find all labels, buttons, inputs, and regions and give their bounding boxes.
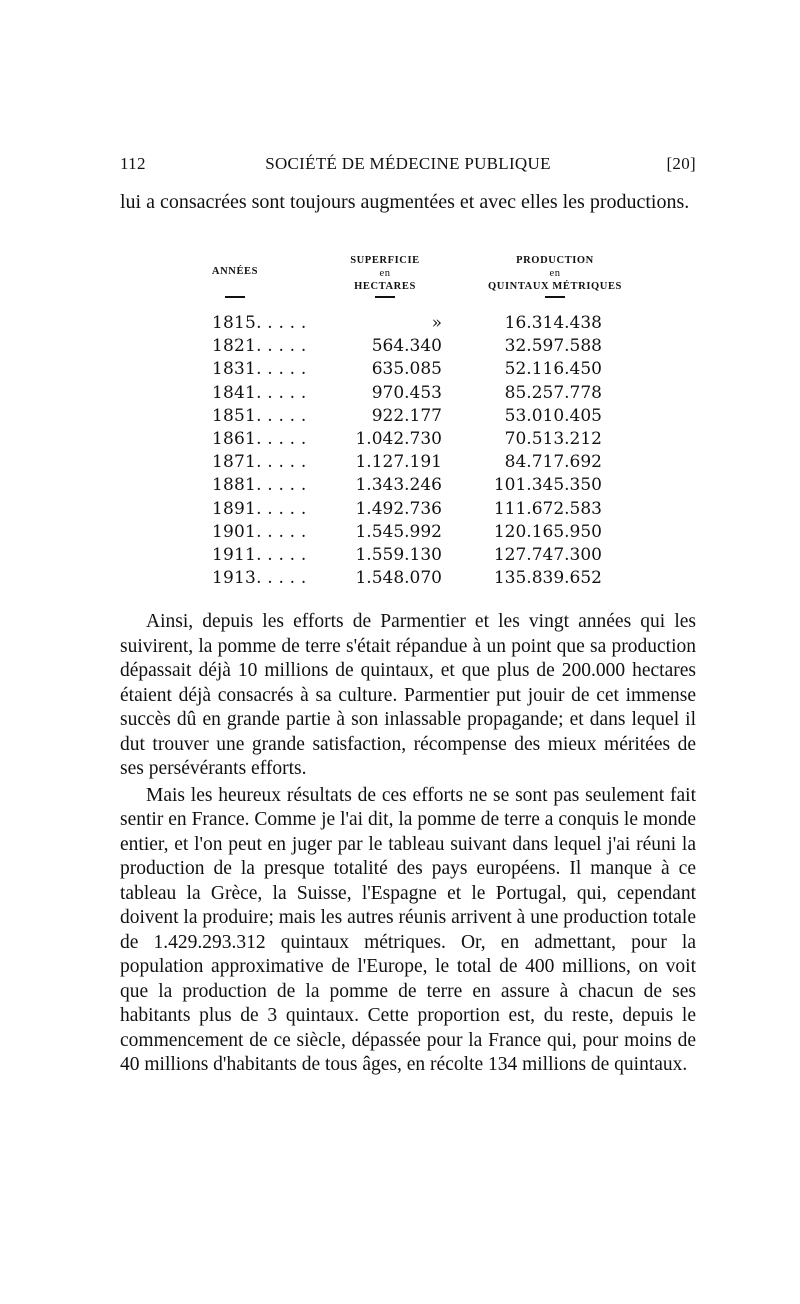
table-cell-production: 70.513.212: [504, 428, 602, 449]
table-cell-production: 16.314.438: [504, 313, 602, 333]
paragraph-mais: Mais les heureux résultats de ces efforts ne se sont pas seulement fait sentir en France. Comme je l'ai dit, la pomme de terre a conquis le monde entier, et l'on peut en juger par le tableau suivant dans lequel j'ai réuni la production de la presque totalité des pays européens. Il manque à ce tableau la Grèce, la Suisse, l'Espagne et le Portugal, qui, cependant doivent la produire; mais les autres réunis arrivent à une production totale de 1.429.293.312 quintaux métriques. Or, en admettant, pour la population approximative de l'Europe, le total de 400 millions, on voit que la production de la pomme de terre en assure à chacun de ses habitants plus de 3 quintaux. Cette proportion est, du reste, depuis le commencement de ce siècle, dépassée pour la France qui, pour moins de 40 millions d'habitants de tous âges, en récolte 134 millions de quintaux.: [120, 784, 696, 1075]
running-header: [120, 150, 696, 178]
table-cell-year: 1815. . . . .: [212, 313, 307, 333]
table-cell-area: 635.085: [371, 359, 442, 380]
years-header-label: ANNÉES: [211, 266, 259, 277]
years-separator-dash: [225, 296, 245, 298]
table-cell-year: 1913. . . . .: [212, 568, 307, 589]
table-cell-production: 135.839.652: [493, 568, 602, 589]
table-cell-area: 1.492.736: [355, 498, 442, 519]
body-text: [120, 610, 696, 1078]
table-cell-production: 85.257.778: [504, 382, 602, 403]
table-cell-year: 1851. . . . .: [212, 405, 307, 426]
section-reference: [20]: [666, 154, 696, 173]
page-number: 112: [120, 154, 146, 173]
production-separator-dash: [545, 296, 565, 298]
paragraph-ainsi: Ainsi, depuis les efforts de Parmentier et les vingt années qui les suivirent, la pomme de terre s'était répandue à un point que sa production dépassait déjà 10 millions de quintaux, et que plus de 200.000 hectares étaient déjà consacrés à sa culture. Parmentier put jouir de cet immense succès dû en grande partie à son inlassable propagande; et dans lequel il dut trouver une grande satisfaction, récompense des mieux méritées de ses persévérants efforts.: [120, 611, 696, 779]
table-cell-production: 111.672.583: [493, 498, 602, 519]
production-column-header: [470, 254, 640, 293]
table-cell-area: 1.127.191: [355, 452, 442, 473]
table-cell-production: 120.165.950: [493, 521, 602, 542]
production-header-line-3: QUINTAUX MÉTRIQUES: [488, 281, 622, 292]
table-cell-year: 1871. . . . .: [212, 452, 307, 473]
years-column-header: [200, 265, 270, 278]
table-cell-year: 1901. . . . .: [212, 521, 307, 542]
area-header-line-1: SUPERFICIE: [350, 255, 420, 266]
table-cell-production: 101.345.350: [493, 475, 602, 496]
table-cell-area: 1.042.730: [355, 428, 442, 449]
table-cell-area: 970.453: [371, 382, 442, 403]
area-header-line-2: en: [379, 268, 391, 279]
table-cell-production: 84.717.692: [504, 452, 602, 473]
table-cell-production: 52.116.450: [504, 359, 602, 380]
table-cell-area: 1.559.130: [355, 544, 442, 565]
production-header-line-2: en: [549, 268, 561, 279]
table-cell-year: 1841. . . . .: [212, 382, 307, 403]
table-cell-year: 1821. . . . .: [212, 336, 307, 357]
table-cell-year: 1891. . . . .: [212, 498, 307, 519]
table-cell-year: 1911. . . . .: [212, 544, 307, 565]
table-cell-production: 127.747.300: [493, 544, 602, 565]
production-header-line-1: PRODUCTION: [516, 255, 594, 266]
table-cell-area: 1.548.070: [355, 568, 442, 589]
table-cell-year: 1861. . . . .: [212, 428, 307, 449]
table-cell-area: »: [431, 313, 442, 333]
table-cell-area: 1.545.992: [355, 521, 442, 542]
table-cell-year: 1881. . . . .: [212, 475, 307, 496]
table-cell-production: 32.597.588: [504, 336, 602, 357]
years-column: [212, 312, 342, 590]
area-column: [330, 312, 442, 590]
table-cell-area: 564.340: [371, 336, 442, 357]
table-cell-year: 1831. . . . .: [212, 359, 307, 380]
area-header-line-3: HECTARES: [354, 281, 416, 292]
table-cell-area: 922.177: [371, 405, 442, 426]
area-separator-dash: [375, 296, 395, 298]
table-cell-production: 53.010.405: [504, 405, 602, 426]
intro-text: lui a consacrées sont toujours augmentées et avec elles les productions.: [120, 191, 690, 213]
running-title: SOCIÉTÉ DE MÉDECINE PUBLIQUE: [265, 154, 551, 173]
table-cell-area: 1.343.246: [355, 475, 442, 496]
area-column-header: [325, 254, 445, 293]
production-column: [470, 312, 602, 590]
